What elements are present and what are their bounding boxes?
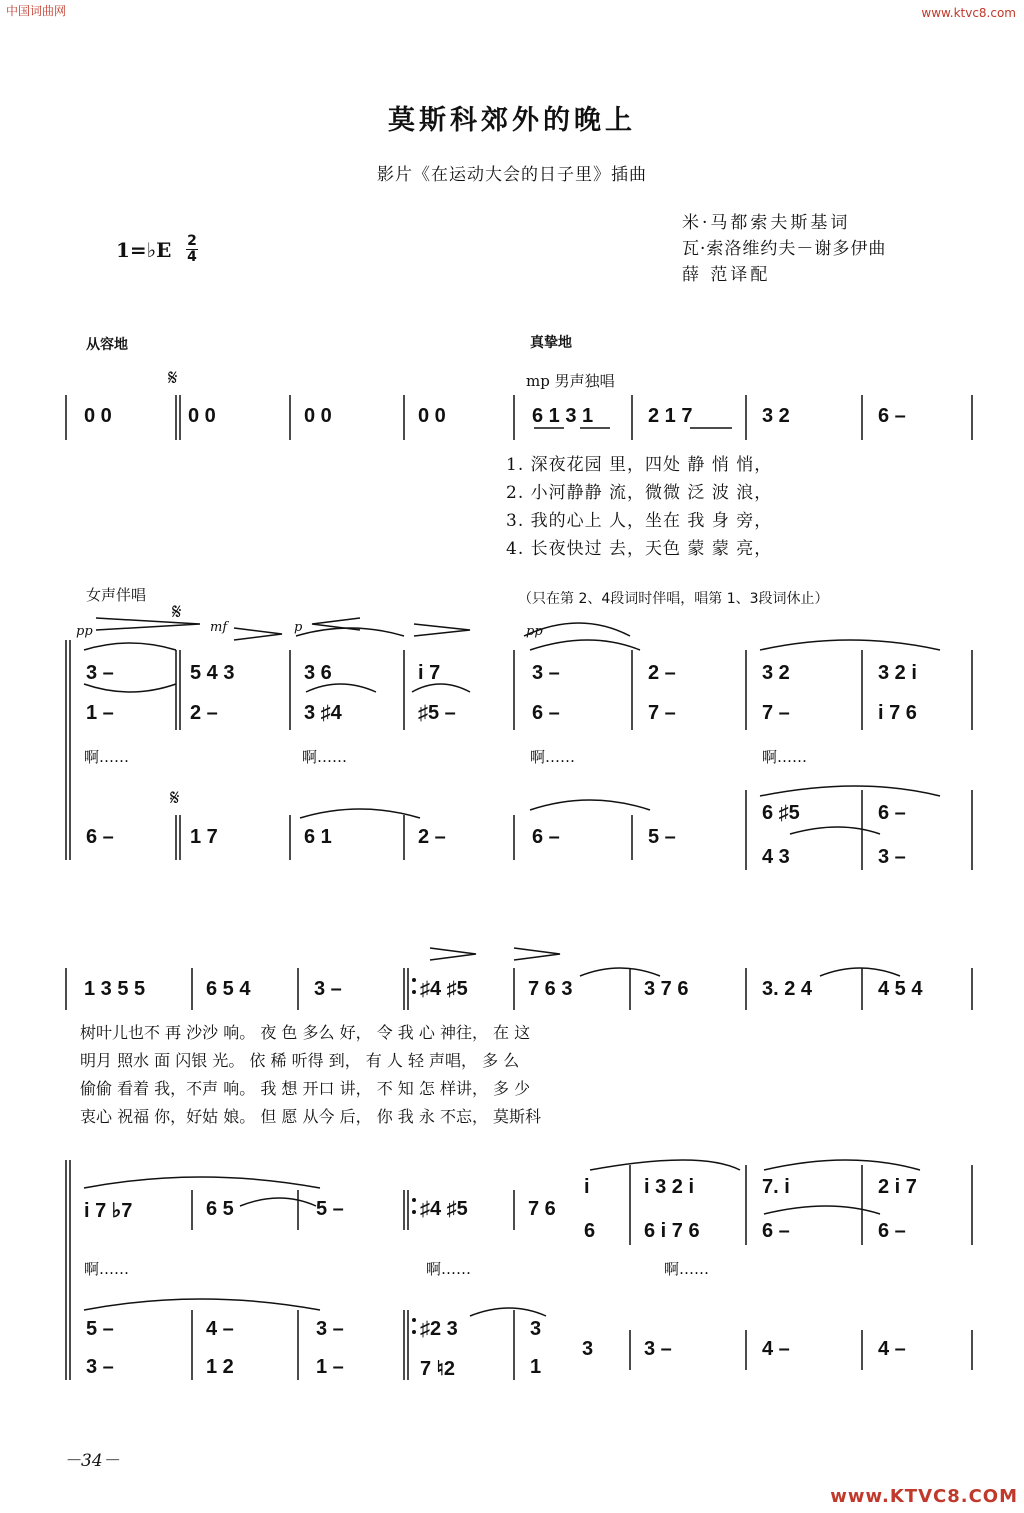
page-number: －34－ [64,1451,120,1471]
site-name-left[interactable]: 中国词曲网 [6,4,67,18]
bass2-upper-6: 3 [582,1338,594,1360]
credit-lyricist: 米·马都索夫斯基词 [682,213,851,233]
female2-upper-3: 5 – [316,1198,344,1220]
credit-translator: 薛 范译配 [682,265,771,285]
lyric-verse-3a: 3. 我的心上 人，坐在 我 身 旁， [506,511,773,531]
dynamic-p: p [294,620,303,635]
footer-url[interactable]: www.KTVC8.COM [830,1486,1018,1507]
intro-rest-2: 0 0 [188,405,216,427]
bass2-lower-5: 1 [530,1356,542,1378]
female2-upper-7: i 3 2 i [644,1176,695,1198]
credit-composer: 瓦·索洛维约夫－谢多伊曲 [682,239,887,259]
song-title: 莫斯科郊外的晚上 [388,105,636,136]
bass2-lower-1: 3 – [86,1356,114,1378]
bass2-upper-2: 4 – [206,1318,234,1340]
segno-icon-3: 𝄋 [170,786,180,811]
bass-4: 2 – [418,826,446,848]
ah-text-3: 啊…… [530,748,576,766]
female-upper-4: i 7 [418,662,441,684]
female2-lower-1: 6 [584,1220,596,1242]
female2-upper-2: 6 5 [206,1198,234,1220]
bass-lower-8: 3 – [878,846,906,868]
tempo-main: 真挚地 [530,335,572,351]
female-lower-1: 1 – [86,702,114,724]
melody2-measure-3: 3 – [314,978,342,1000]
bass-lower-7: 4 3 [762,846,790,868]
melody2-measure-6: 3 7 6 [644,978,689,1000]
bass-7: 6 ♯5 [762,802,800,824]
bass2-upper-4: ♯2 3 [420,1318,458,1340]
lyric-verse-3b: 偷偷 看着 我，不声 响。 我 想 开口 讲， 不 知 怎 样讲， 多 少 [80,1079,531,1098]
time-sig-top: 2 [187,233,197,249]
melody2-measure-4: ♯4 ♯5 [420,978,468,1000]
bass2-lower-2: 1 2 [206,1356,234,1378]
female2-upper-9: 2 i 7 [878,1176,917,1198]
female-chorus-note: （只在第 2、4段词时伴唱，唱第 1、3段词休止） [518,591,829,607]
segno-icon-2: 𝄋 [172,600,182,625]
female2-upper-1: i 7 ♭7 [84,1200,133,1222]
dynamic-mf: mf [210,620,228,635]
dynamic-pp: pp [76,624,93,639]
bass2-upper-7: 3 – [644,1338,672,1360]
female2-upper-4: ♯4 ♯5 [420,1198,468,1220]
female-upper-5: 3 – [532,662,560,684]
lyric-verse-1b: 树叶儿也不 再 沙沙 响。 夜 色 多么 好， 令 我 心 神往， 在 这 [80,1023,531,1042]
female-lower-4: ♯5 – [418,702,456,724]
ah-text-6: 啊…… [426,1260,472,1278]
male-solo-label: mp 男声独唱 [526,372,615,390]
female2-lower-3: 6 – [762,1220,790,1242]
bass2-upper-8: 4 – [762,1338,790,1360]
female-upper-2: 5 4 3 [190,662,235,684]
melody-measure-4: 6 – [878,405,906,427]
lyric-verse-4b: 衷心 祝福 你，好姑 娘。 但 愿 从今 后， 你 我 永 不忘， 莫斯科 [80,1107,542,1126]
ah-text-4: 啊…… [762,748,808,766]
bass-5: 6 – [532,826,560,848]
melody2-measure-8: 4 5 4 [878,978,923,1000]
melody-measure-3: 3 2 [762,405,790,427]
female-upper-8: 3 2 i [878,662,917,684]
ah-text-7: 啊…… [664,1260,710,1278]
female2-upper-5: 7 6 [528,1198,556,1220]
melody2-measure-7: 3. 2 4 [762,978,813,1000]
bass2-lower-3: 1 – [316,1356,344,1378]
female-lower-8: i 7 6 [878,702,917,724]
tempo-intro: 从容地 [86,337,128,353]
site-url-right[interactable]: www.ktvc8.com [921,6,1016,20]
female2-upper-6: i [584,1176,590,1198]
female-chorus-label: 女声伴唱 [86,586,147,604]
melody2-measure-2: 6 5 4 [206,978,251,1000]
bass2-lower-4: 7 ♮2 [420,1358,455,1380]
bass-6: 5 – [648,826,676,848]
lyric-verse-2a: 2. 小河静静 流，微微 泛 波 浪， [506,483,773,503]
female-upper-7: 3 2 [762,662,790,684]
intro-rest-3: 0 0 [304,405,332,427]
bass-1: 6 – [86,826,114,848]
intro-rest-4: 0 0 [418,405,446,427]
song-subtitle: 影片《在运动大会的日子里》插曲 [377,165,647,185]
bass2-upper-1: 5 – [86,1318,114,1340]
segno-icon: 𝄋 [168,366,178,391]
bass2-upper-5: 3 [530,1318,542,1340]
bass-3: 6 1 [304,826,332,848]
bass-2: 1 7 [190,826,218,848]
melody-measure-1: 6 1 3 1 [532,405,594,427]
ah-text-2: 啊…… [302,748,348,766]
female2-upper-8: 7. i [762,1176,790,1198]
female-lower-5: 6 – [532,702,560,724]
melody-measure-2: 2 1 7 [648,405,693,427]
melody2-measure-1: 1 3 5 5 [84,978,146,1000]
key-signature: 1=♭E [116,238,172,262]
female-lower-2: 2 – [190,702,218,724]
female2-lower-2: 6 i 7 6 [644,1220,700,1242]
lyric-verse-4a: 4. 长夜快过 去，天色 蒙 蒙 亮， [506,539,773,559]
female2-lower-4: 6 – [878,1220,906,1242]
lyric-verse-2b: 明月 照水 面 闪银 光。 依 稀 听得 到， 有 人 轻 声唱， 多 么 [80,1051,520,1070]
ah-text-1: 啊…… [84,748,130,766]
female-lower-7: 7 – [762,702,790,724]
female-upper-6: 2 – [648,662,676,684]
bass2-upper-9: 4 – [878,1338,906,1360]
ah-text-5: 啊…… [84,1260,130,1278]
female-upper-3: 3 6 [304,662,332,684]
melody2-measure-5: 7 6 3 [528,978,573,1000]
bass2-upper-3: 3 – [316,1318,344,1340]
lyric-verse-1a: 1. 深夜花园 里，四处 静 悄 悄， [506,455,773,475]
female-lower-3: 3 ♯4 [304,702,342,724]
female-upper-1: 3 – [86,662,114,684]
dynamic-pp-2: pp [526,624,543,639]
time-sig-bottom: 4 [187,249,197,265]
female-lower-6: 7 – [648,702,676,724]
intro-rest-1: 0 0 [84,405,112,427]
bass-8: 6 – [878,802,906,824]
